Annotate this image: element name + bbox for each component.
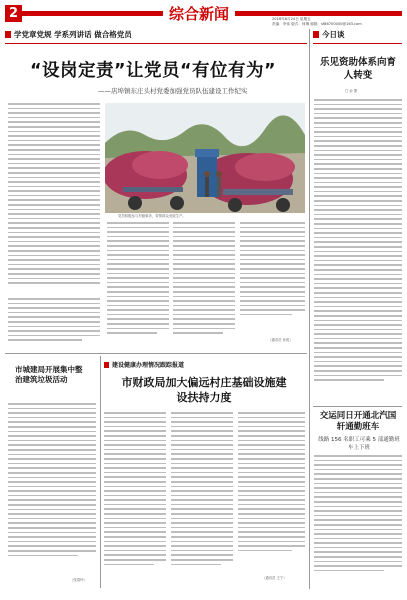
- sidebar-rule: [313, 43, 402, 44]
- bus-story-body: [314, 455, 402, 585]
- sidebar-column-tag: [313, 29, 403, 41]
- bottom-section-rule: [5, 353, 307, 354]
- bus-story-headline: 交运同日开通北汽国轩通勤班车: [319, 411, 397, 432]
- email-line: 邮箱：sf86700000@163.com: [310, 22, 362, 26]
- page-number-badge: 2: [5, 5, 22, 22]
- bottom-tag-marker: [104, 362, 109, 368]
- bottom-column-name: 建设健康办理情况跟踪报道: [112, 362, 185, 369]
- main-body-col1: [8, 103, 100, 295]
- main-subtitle: ——店埠镇东庄头村党委加强党员队伍建设工作纪实: [98, 87, 248, 95]
- bottom-body-col1: [104, 412, 166, 582]
- column-divider: [309, 29, 310, 589]
- sidebar-column-name: 今日谈: [322, 30, 345, 39]
- main-photo: [105, 103, 305, 213]
- section-title: 综合新闻: [163, 3, 235, 24]
- bottom-left-headline: 市城建局开展集中整治建筑垃圾活动: [15, 365, 83, 384]
- bottom-left-byline: （张春玲）: [70, 578, 87, 582]
- bottom-headline: 市财政局加大偏远村庄基础设施建设扶持力度: [121, 376, 287, 404]
- sidebar-body: [314, 99, 402, 404]
- main-body-col5: [240, 222, 305, 334]
- tagline-bar: [5, 29, 305, 41]
- bottom-byline: （通讯员 王宁）: [262, 576, 287, 580]
- tagline-marker: [5, 31, 11, 38]
- bus-story-subtitle: 线路 156 名职工可乘 5 部通勤班车上下班: [318, 437, 400, 451]
- sidebar-author: □ 余 萧: [345, 89, 358, 93]
- bottom-body-col2: [171, 412, 233, 582]
- sidebar-tag-marker: [313, 31, 319, 38]
- editor-line: 责编：李伟 版式：何琳: [272, 22, 310, 26]
- bottom-column-tag: [104, 360, 304, 371]
- main-body-col3: [107, 222, 169, 350]
- bottom-body-col3: [238, 412, 305, 572]
- sidebar-headline: 乐见资助体系向育人转变: [319, 57, 396, 81]
- bottom-left-divider: [100, 356, 101, 588]
- tagline-rule: [5, 43, 307, 44]
- bus-story-top-rule: [313, 406, 402, 407]
- bottom-left-body: [8, 403, 96, 575]
- main-headline: “设岗定责”让党员“有位有为”: [30, 61, 277, 81]
- header-meta: [272, 17, 362, 27]
- main-byline: （通讯员 孙悦）: [268, 338, 293, 342]
- date-line: 2018年8月24日 星期五: [272, 17, 311, 21]
- tagline-title: 学党章党规 学系列讲话 做合格党员: [14, 30, 132, 39]
- photo-caption: 党员积极参与村级事务，带领群众发展生产。: [118, 214, 186, 218]
- main-body-col4: [173, 222, 235, 350]
- main-body-col2: [8, 298, 100, 350]
